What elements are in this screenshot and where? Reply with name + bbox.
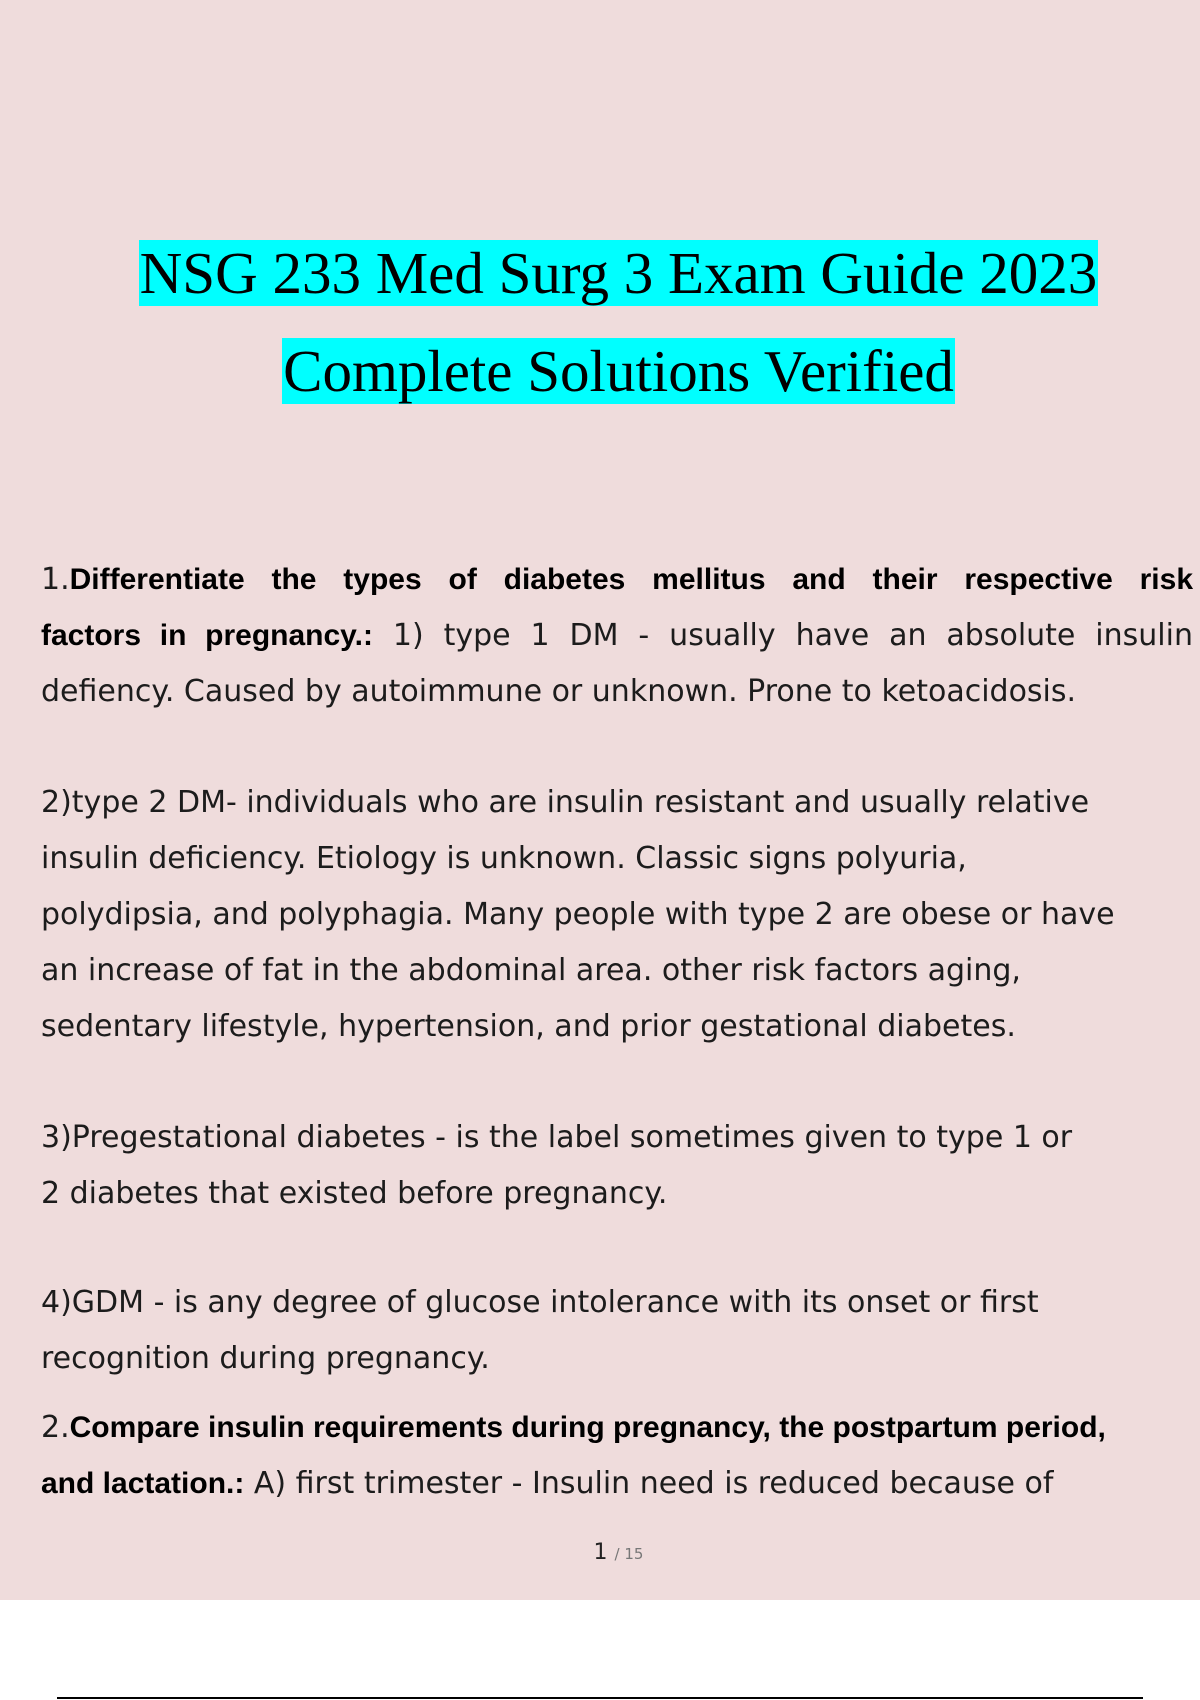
item-4-text-1: GDM - is any degree of glucose intolerance with its onset or first — [71, 1285, 1039, 1320]
answer-1-item-4 — [41, 1275, 1193, 1387]
answer-1-item-2 — [41, 775, 1193, 1055]
question-2-text-part-2: and lactation.: — [41, 1467, 245, 1500]
item-2-line-5: sedentary lifestyle, hypertension, and prior gestational diabetes. — [41, 1009, 1016, 1044]
item-4-number: 4) — [41, 1285, 72, 1320]
current-page-number: 1 — [593, 1540, 608, 1565]
document-title-line-1 — [0, 240, 1200, 306]
page-indicator — [0, 1540, 1200, 1565]
question-2-number: 2. — [41, 1410, 70, 1445]
title-highlight-1: NSG 233 Med Surg 3 Exam Guide 2023 — [139, 240, 1098, 306]
question-2 — [41, 1400, 1193, 1512]
question-1-text-part-2: factors in pregnancy.: — [41, 619, 373, 652]
item-2-line-4: an increase of fat in the abdominal area. other risk factors aging, — [41, 953, 1021, 988]
item-3-text-1: Pregestational diabetes - is the label sometimes given to type 1 or — [71, 1120, 1073, 1155]
item-2-text-1: type 2 DM- individuals who are insulin resistant and usually relative — [71, 785, 1090, 820]
question-2-line-2 — [41, 1456, 1193, 1512]
item-4-line-1 — [41, 1275, 1193, 1331]
question-1-line-1 — [41, 552, 1193, 608]
item-3-number: 3) — [41, 1120, 72, 1155]
item-4-line-2: recognition during pregnancy. — [41, 1341, 490, 1376]
item-2-line-2: insulin deficiency. Etiology is unknown. Classic signs polyuria, — [41, 841, 967, 876]
total-pages: / 15 — [614, 1545, 644, 1563]
answer-1-item-3 — [41, 1110, 1193, 1222]
next-page-top-rule — [57, 1697, 1143, 1699]
question-1 — [41, 552, 1193, 720]
item-2-line-1 — [41, 775, 1193, 831]
item-3-line-2: 2 diabetes that existed before pregnancy. — [41, 1176, 668, 1211]
item-3-line-1 — [41, 1110, 1193, 1166]
question-1-number: 1. — [41, 562, 70, 597]
question-1-line-2 — [41, 608, 1193, 664]
document-title-line-2 — [0, 338, 1200, 404]
answer-2-line-1: A) first trimester - Insulin need is reduced because of — [244, 1466, 1054, 1501]
question-2-text-part-1: Compare insulin requirements during pregnancy, the postpartum period, — [69, 1411, 1106, 1444]
item-2-number: 2) — [41, 785, 72, 820]
answer-1-line-2: defiency. Caused by autoimmune or unknown. Prone to ketoacidosis. — [41, 674, 1077, 709]
item-2-line-3: polydipsia, and polyphagia. Many people with type 2 are obese or have — [41, 897, 1115, 932]
title-highlight-2: Complete Solutions Verified — [283, 338, 954, 404]
question-2-line-1 — [41, 1400, 1193, 1456]
answer-1-line-1: 1) type 1 DM - usually have an absolute insulin — [372, 618, 1193, 653]
question-1-text-part-1: Differentiate the types of diabetes mellitus and their respective risk — [69, 563, 1193, 596]
